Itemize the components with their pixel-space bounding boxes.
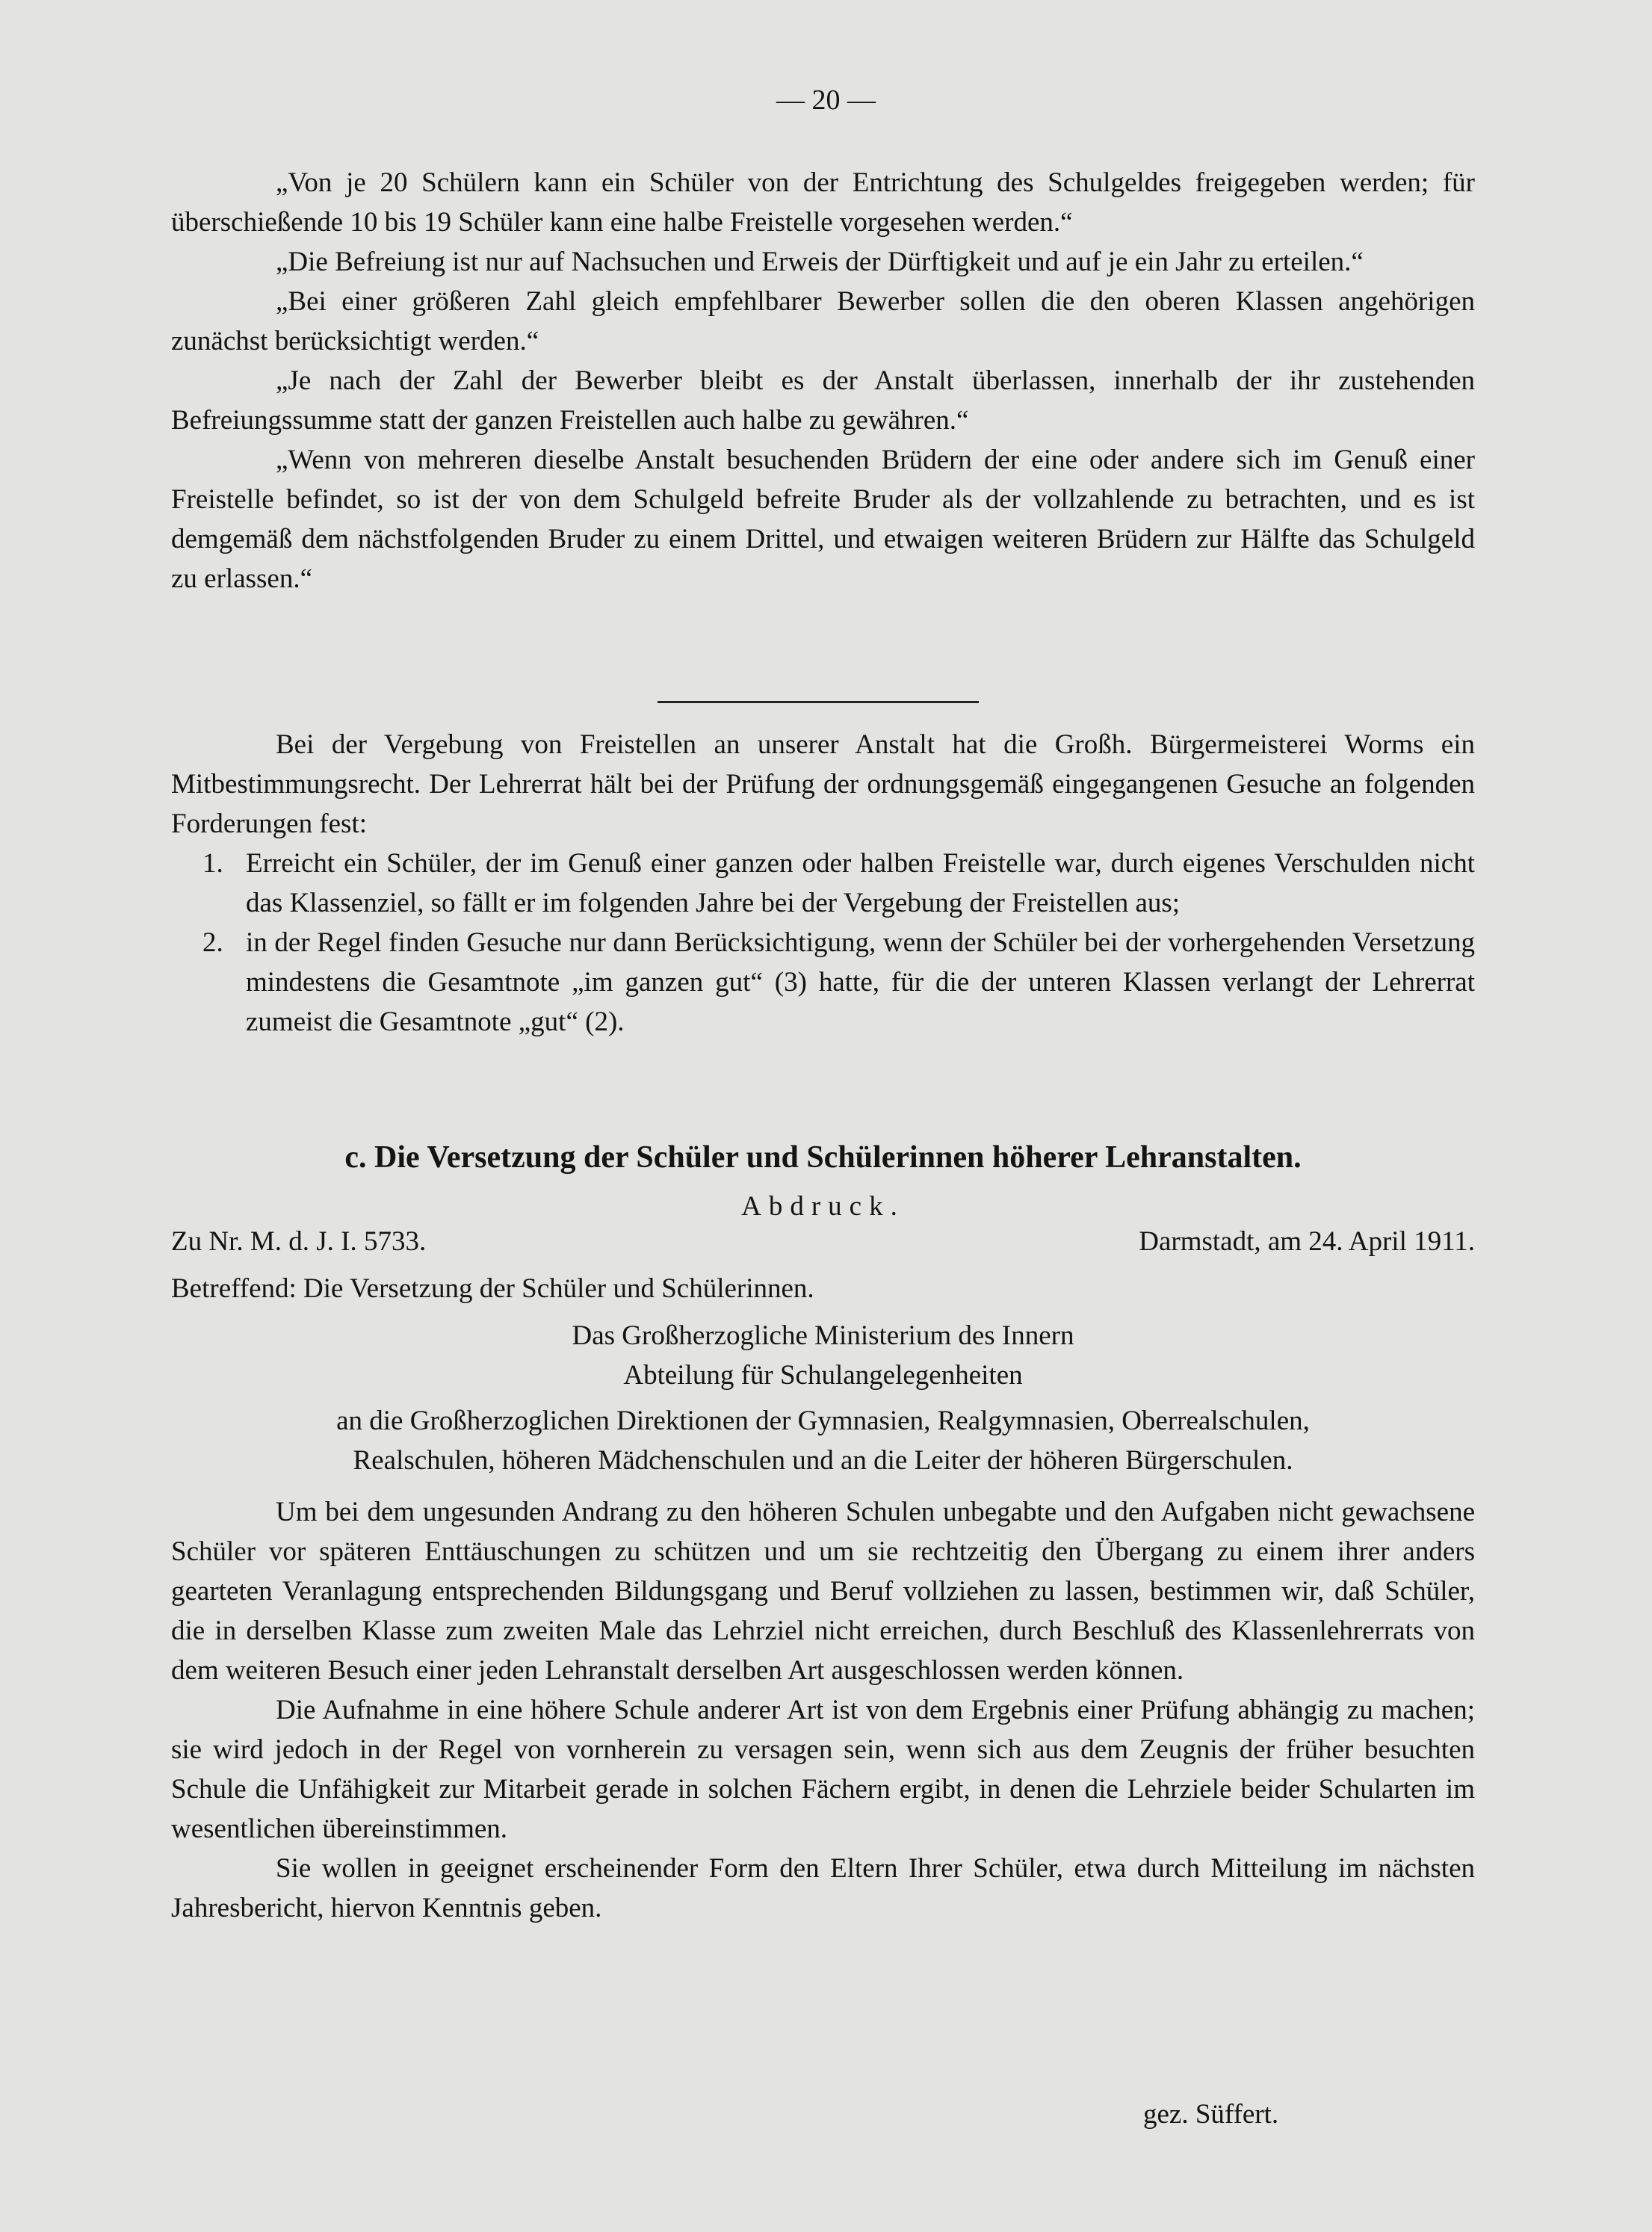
divider-rule [658,701,979,703]
list-item [171,844,1475,923]
reference-number: Zu Nr. M. d. J. I. 5733. [171,1226,427,1257]
intro-paragraph: Bei der Vergebung von Freistellen an unserer Anstalt hat die Großh. Bürgermeisterei Worms ein Mitbestimmungsrecht. Der Lehrerrat hält bei der Prüfung der ordnungsgemäß eingegangenen Gesuche an folgenden Forderungen fest: [171,729,1475,839]
body-paragraph: Sie wollen in geeignet erscheinender Form den Eltern Ihrer Schüler, etwa durch Mitteilung im nächsten Jahresbericht, hiervon Kenntnis geben. [171,1853,1475,1923]
decree-header [171,1187,1475,1480]
place-date: Darmstadt, am 24. April 1911. [1139,1226,1475,1257]
sender-line: Das Großherzogliche Ministerium des Innern [572,1320,1074,1351]
quote-paragraph: „Bei einer größeren Zahl gleich empfehlbarer Bewerber sollen die den oberen Klassen angehörigen zunächst berücksichtigt werden.“ [171,286,1475,356]
subject-line: Betreffend: Die Versetzung der Schüler und Schülerinnen. [171,1273,814,1304]
body-paragraph: Um bei dem ungesunden Andrang zu den höheren Schulen unbegabte und den Aufgaben nicht gewachsene Schüler vor späteren Enttäuschungen zu schützen und um sie rechtzeitig den Übergang zu einem ihrer anders gearteten Veranlagung entsprechenden Bildungsgang und Beruf vollziehen zu lassen, bestimmen wir, daß Schüler, die in derselben Klasse zum zweiten Male das Lehrziel nicht erreichen, durch Beschluß des Klassenlehrerrats von dem weiteren Besuch einer jeden Lehranstalt derselben Art ausgeschlossen werden können. [171,1497,1475,1686]
page-number: — 20 — [776,84,876,116]
list-item [171,923,1475,1042]
quoted-regulations [171,163,1475,599]
quote-paragraph: „Die Befreiung ist nur auf Nachsuchen und Erweis der Dürftigkeit und auf je ein Jahr zu erteilen.“ [276,247,1364,277]
list-text: Erreicht ein Schüler, der im Genuß einer ganzen oder halben Freistelle war, durch eigenes Verschulden nicht das Klassenziel, so fällt er im folgenden Jahre bei der Vergebung der Freistellen aus; [246,848,1475,918]
rules-list [171,844,1475,1042]
freistellen-section [171,725,1475,1042]
body-paragraph: Die Aufnahme in eine höhere Schule anderer Art ist von dem Ergebnis einer Prüfung abhängig zu machen; sie wird jedoch in der Regel von vornherein zu versagen sein, wenn sich aus dem Zeugnis der früher besuchten Schule die Unfähigkeit zur Mitarbeit gerade in solchen Fächern ergibt, in denen die Lehrziele beider Schularten im wesentlichen übereinstimmen. [171,1695,1475,1844]
abdruck-label: Abdruck. [741,1191,905,1222]
quote-paragraph: „Wenn von mehreren dieselbe Anstalt besuchenden Brüdern der eine oder andere sich im Genuß einer Freistelle befindet, so ist der von dem Schulgeld befreite Bruder als der vollzahlende zu betrachten, und es ist demgemäß dem nächstfolgenden Bruder zu einem Drittel, und etwaigen weiteren Brüdern zur Hälfte das Schulgeld zu erlassen.“ [171,445,1475,594]
quote-paragraph: „Von je 20 Schülern kann ein Schüler von der Entrichtung des Schulgeldes freigegeben werden; für überschießende 10 bis 19 Schüler kann eine halbe Freistelle vorgesehen werden.“ [171,167,1475,238]
sender-line: Abteilung für Schulangelegenheiten [623,1360,1023,1391]
quote-paragraph: „Je nach der Zahl der Bewerber bleibt es der Anstalt überlassen, innerhalb der ihr zustehenden Befreiungssumme statt der ganzen Freistellen auch halbe zu gewähren.“ [171,365,1475,436]
list-number: 1. [202,848,223,879]
addressee-line: Realschulen, höheren Mädchenschulen und an die Leiter der höheren Bürgerschulen. [353,1445,1293,1476]
signature: gez. Süffert. [1143,2099,1279,2130]
addressee-line: an die Großherzoglichen Direktionen der Gymnasien, Realgymnasien, Oberrealschulen, [336,1406,1310,1436]
list-text: in der Regel finden Gesuche nur dann Berücksichtigung, wenn der Schüler bei der vorhergehenden Versetzung mindestens die Gesamtnote „im ganzen gut“ (3) hatte, für die der unteren Klassen verlangt der Lehrerrat zumeist die Gesamtnote „gut“ (2). [246,927,1475,1037]
section-heading: c. Die Versetzung der Schüler und Schülerinnen höherer Lehranstalten. [344,1140,1302,1175]
list-number: 2. [202,927,223,958]
decree-body [171,1492,1475,1928]
